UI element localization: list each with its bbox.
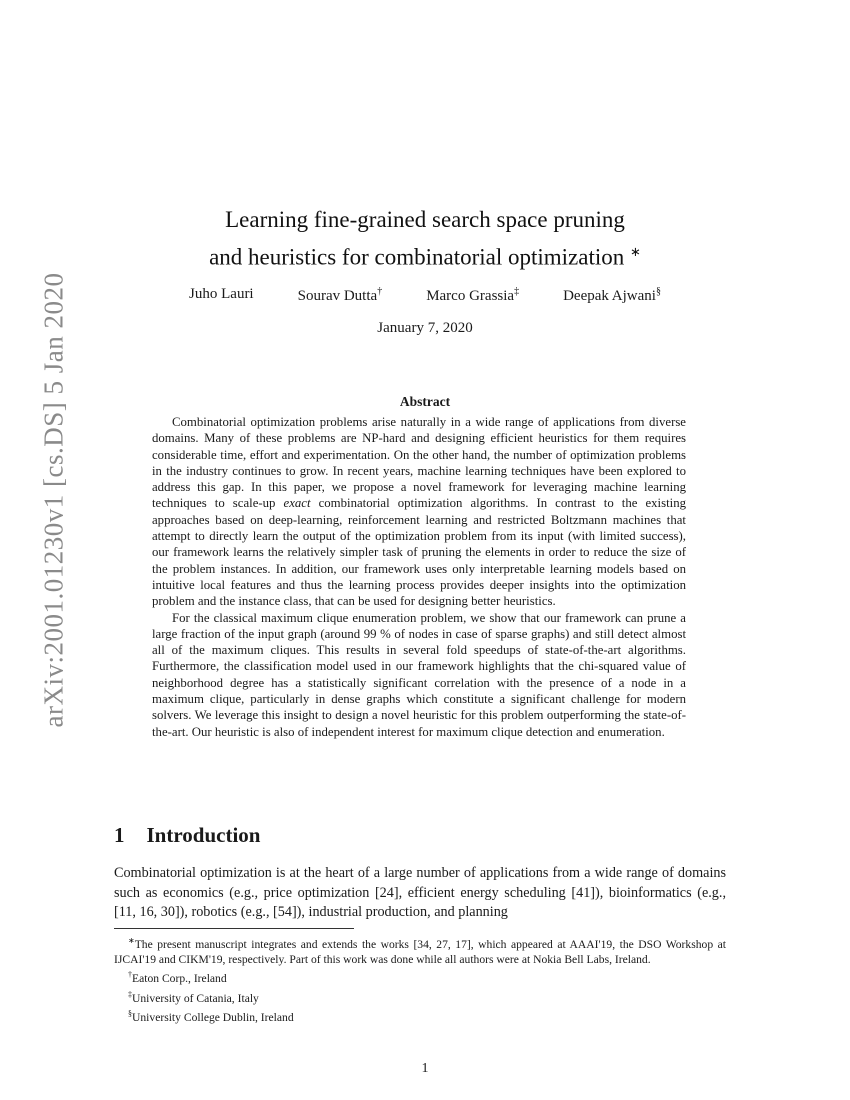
abstract-heading: Abstract (399, 394, 451, 409)
body-paragraph: Combinatorial optimization is at the heart of a large number of applications from a wide range of domains such as economics (e.g., price optimization [24], efficient energy scheduling [41]), bioinformatics (e.g., [11, 16, 30]), robotics (e.g., [54]), industrial production, and planning (114, 865, 726, 921)
abstract-paragraph: For the classical maximum clique enumeration problem, we show that our framework can prune a large fraction of the input graph (around 99 % of nodes in case of sparse graphs) and still detect almost all of the maximum cliques. This results in several fold speedups of state-of-the-art algorithms. Furthermore, the classification model used in our framework highlights that the chi-squared value of neighborhood degree has a statistically significant correlation with the presence of a node in a maximum clique, particularly in dense graphs which constitute a significant challenge for modern solvers. We leverage this insight to design a novel heuristic for this problem outperforming the state-of-the-art. Our heuristic is also of independent interest for maximum clique detection and enumeration. (152, 610, 686, 739)
title-line-2: and heuristics for combinatorial optimization ∗ (209, 244, 641, 270)
footnote-main: ∗The present manuscript integrates and extends the works [34, 27, 17], which appeared at AAAI'19, the DSO Workshop at IJCAI'19 and CIKM'19, respectively. Part of this work was done while all authors were at Nokia Bell Labs, Ireland. (114, 936, 726, 967)
author-list (130, 286, 720, 305)
paper-title (120, 204, 730, 274)
author: Marco Grassia‡ (426, 286, 520, 304)
section-number: 1 (114, 823, 125, 847)
section-title: Introduction (146, 823, 261, 847)
footnote-affiliation: †Eaton Corp., Ireland (128, 970, 227, 986)
title-footnote-marker: ∗ (630, 244, 641, 259)
emphasis-exact: exact (283, 496, 311, 511)
author: Sourav Dutta† (297, 286, 383, 304)
title-line-1: Learning fine-grained search space pruning (225, 207, 625, 232)
author: Juho Lauri (189, 286, 254, 302)
author: Deepak Ajwani§ (563, 286, 661, 304)
footnotes (114, 933, 726, 1025)
footnote-affiliation: ‡University of Catania, Italy (128, 989, 259, 1005)
footnote-affiliation: §University College Dublin, Ireland (128, 1008, 294, 1024)
footnote-divider (114, 928, 354, 929)
section-heading (114, 823, 260, 848)
page-number: 1 (421, 1061, 429, 1076)
publication-date: January 7, 2020 (377, 320, 473, 336)
introduction-body (114, 864, 726, 923)
abstract-paragraph: Combinatorial optimization problems arise naturally in a wide range of applications from diverse domains. Many of these problems are NP-hard and designing efficient heuristics for them requires considerable time, effort and experimentation. On the other hand, the number of optimization problems in the industry continues to grow. In recent years, machine learning techniques have been explored to address this gap. In this paper, we propose a novel framework for leveraging machine learning techniques to scale-up exact combinatorial optimization algorithms. In contrast to the existing approaches based on deep-learning, reinforcement learning and restricted Boltzmann machines that attempt to directly learn the output of the optimization problem from its input (with limited success), our framework learns the relatively simpler task of pruning the elements in order to reduce the size of the problem instances. In addition, our framework uses only interpretable learning models based on intuitive local features and thus the learning process provides deeper insights into the optimization problem and the instance class, that can be used for designing better heuristics. (152, 415, 686, 609)
abstract-body (152, 414, 686, 740)
arxiv-identifier: arXiv:2001.01230v1 [cs.DS] 5 Jan 2020 (38, 272, 69, 728)
